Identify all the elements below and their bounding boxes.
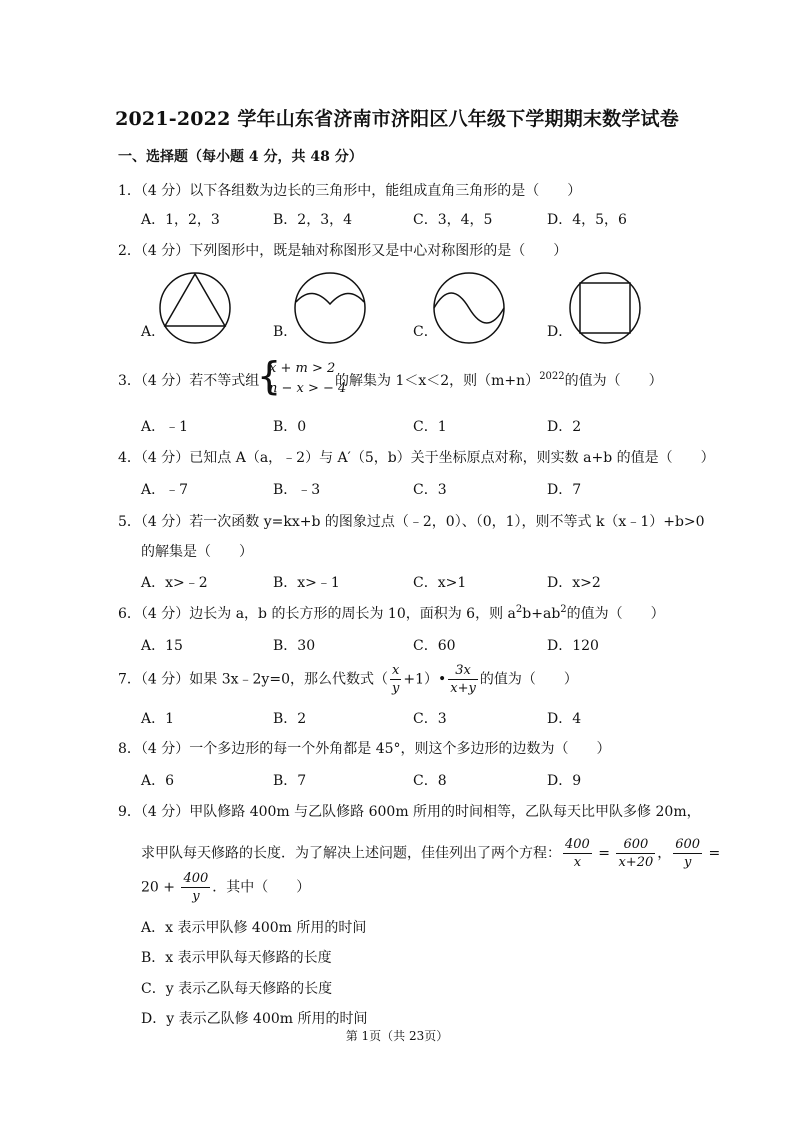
q2-option-d: D． <box>547 324 573 340</box>
q3-option-c: C．1 <box>413 419 447 435</box>
q9-text-line3b: ．其中（ ） <box>212 879 311 896</box>
q6-exponent-2: 2 <box>560 604 567 615</box>
q3-option-b: B．0 <box>273 419 307 435</box>
page-title: 2021-2022 学年山东省济南市济阳区八年级下学期期末数学试卷 <box>115 108 679 130</box>
q9-eq3-numerator: 600 <box>675 837 701 852</box>
q6-text-post: 的值为（ ） <box>566 606 665 622</box>
q9-eq4-numerator: 400 <box>183 871 209 886</box>
q6-option-a: A．15 <box>141 638 183 654</box>
q4-option-a: A．﹣7 <box>141 482 189 498</box>
q5-option-b: B．x>﹣1 <box>273 575 340 591</box>
q8-option-b: B．7 <box>273 773 307 789</box>
q9-eq4-denominator: y <box>192 889 200 904</box>
question-3-stem-rest <box>335 370 663 390</box>
question-1-stem: 1．（4 分）以下各组数为边长的三角形中，能组成直角三角形的是（ ） <box>118 183 582 199</box>
q5-option-d: D．x>2 <box>547 575 601 591</box>
q3-option-d: D．2 <box>547 419 582 435</box>
section-heading: 一、选择题（每小题 4 分，共 48 分） <box>118 149 363 165</box>
q2-option-a: A． <box>141 324 166 340</box>
q6-option-c: C．60 <box>413 638 456 654</box>
q7-f2-denominator: x+y <box>450 681 476 696</box>
q6-option-d: D．120 <box>547 638 599 654</box>
q8-option-c: C．8 <box>413 773 447 789</box>
question-4-stem: 4．（4 分）已知点 A（a，﹣2）与 A′（5，b）关于坐标原点对称，则实数 a+b 的值是（ ） <box>118 450 715 466</box>
page-footer: 第 1页（共 23页） <box>345 1029 449 1043</box>
circle-arcs-icon <box>292 270 368 346</box>
q6-text-mid: b+ab <box>522 606 561 622</box>
inequality-line-2: n − x > − 4 <box>269 381 347 396</box>
question-9-stem: 9．（4 分）甲队修路 400m 与乙队修路 600m 所用的时间相等，乙队每天比甲队多修 20m， <box>118 804 701 820</box>
q9-eq-fraction-4 <box>181 870 210 905</box>
question-9-stem-line3 <box>141 870 310 905</box>
question-3-stem <box>118 370 259 390</box>
q6-text-pre: 6．（4 分）边长为 a，b 的长方形的周长为 10，面积为 6，则 a <box>118 606 516 622</box>
q7-text-post: 的值为（ ） <box>479 671 578 688</box>
q9-text-line3a: 20 + <box>141 879 175 896</box>
question-9-stem-cont: 求甲队每天修路的长度．为了解决上述问题，佳佳列出了两个方程： $\frac{400}{x}$ = $\frac{600}{x+20}$ ， $\frac{600}{y}$ = <box>141 837 721 870</box>
q7-option-c: C．3 <box>413 711 447 727</box>
q8-option-d: D．9 <box>547 773 582 789</box>
q9-option-b: B．x 表示甲队每天修路的长度 <box>141 950 332 966</box>
q7-fraction-2 <box>448 662 478 697</box>
question-5-stem: 5．（4 分）若一次函数 y=kx+b 的图象过点（﹣2，0）、（0，1），则不等式 k（x﹣1）+b>0 <box>118 514 705 530</box>
q2-option-b: B． <box>273 324 298 340</box>
q5-option-c: C．x>1 <box>413 575 467 591</box>
q9-option-a: A．x 表示甲队修 400m 所用的时间 <box>141 920 367 936</box>
circle-triangle-icon <box>157 270 233 346</box>
question-5-stem-cont: 的解集是（ ） <box>141 544 253 560</box>
q7-f1-denominator: y <box>391 681 400 696</box>
q4-option-b: B．﹣3 <box>273 482 321 498</box>
q9-text-line2: 求甲队每天修路的长度．为了解决上述问题，佳佳列出了两个方程： <box>141 845 561 862</box>
q7-option-d: D．4 <box>547 711 582 727</box>
q9-eq-fraction-1 <box>563 836 592 871</box>
q7-fraction-1 <box>390 662 401 697</box>
q7-text-pre: 7．（4 分）如果 3x﹣2y=0，那么代数式（ <box>118 671 388 688</box>
q7-f1-numerator: x <box>390 662 401 680</box>
q1-option-c: C．3，4，5 <box>413 212 493 228</box>
q7-option-b: B．2 <box>273 711 307 727</box>
question-8-stem: 8．（4 分）一个多边形的每一个外角都是 45°，则这个多边形的边数为（ ） <box>118 741 611 757</box>
q7-f2-numerator: 3x <box>448 662 478 680</box>
question-7-stem <box>118 662 578 697</box>
q3-exponent: 2022 <box>539 371 565 382</box>
q9-eq1-numerator: 400 <box>565 837 590 852</box>
q9-eq3-denominator: y <box>683 855 692 870</box>
q9-eq1-denominator: x <box>573 855 582 870</box>
q4-option-c: C．3 <box>413 482 447 498</box>
q9-option-c: C．y 表示乙队每天修路的长度 <box>141 981 333 997</box>
q3-text-pre: 3．（4 分）若不等式组 <box>118 373 260 389</box>
q3-text-post: 的解集为 1＜x＜2，则（m+n） <box>335 373 540 389</box>
q2-option-c: C． <box>413 324 438 340</box>
q1-option-a: A．1，2，3 <box>141 212 220 228</box>
q9-eq-fraction-2 <box>616 836 655 871</box>
q7-option-a: A．1 <box>141 711 175 727</box>
q3-option-a: A．﹣1 <box>141 419 189 435</box>
q8-option-a: A．6 <box>141 773 175 789</box>
q5-option-a: A．x>﹣2 <box>141 575 208 591</box>
q9-eq-fraction-3 <box>673 836 702 871</box>
question-6-stem <box>118 603 665 623</box>
q9-eq2-numerator: 600 <box>616 836 655 854</box>
question-2-stem: 2．（4 分）下列图形中，既是轴对称图形又是中心对称图形的是（ ） <box>118 243 568 259</box>
q1-option-d: D．4，5，6 <box>547 212 627 228</box>
q1-option-b: B．2，3，4 <box>273 212 353 228</box>
brace-icon: { <box>257 354 282 398</box>
q4-option-d: D．7 <box>547 482 582 498</box>
inequality-line-1: x + m > 2 <box>269 361 336 376</box>
q7-text-mid: +1）• <box>403 671 447 688</box>
q9-option-d: D．y 表示乙队修 400m 所用的时间 <box>141 1011 368 1027</box>
circle-square-icon <box>567 270 643 346</box>
q3-text-tail: 的值为（ ） <box>564 373 663 389</box>
q6-option-b: B．30 <box>273 638 316 654</box>
circle-wave-icon <box>431 270 507 346</box>
q9-eq2-denominator: x+20 <box>618 855 654 870</box>
q6-exponent-1: 2 <box>515 604 523 615</box>
